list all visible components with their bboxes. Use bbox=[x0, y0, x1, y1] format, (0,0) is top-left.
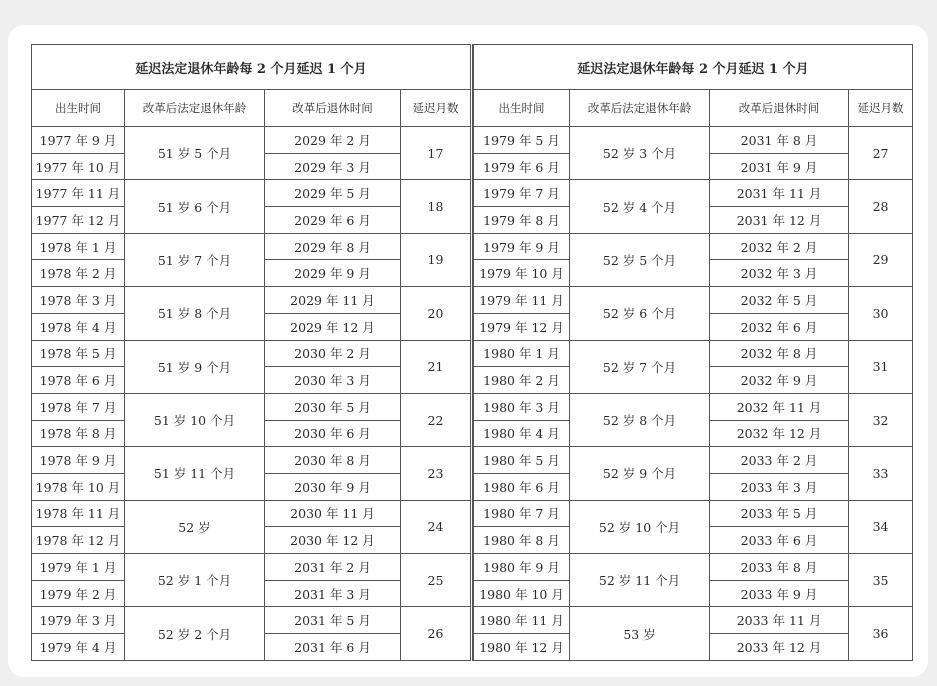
delay-months-cell: 23 bbox=[401, 447, 472, 500]
table-row bbox=[474, 393, 913, 420]
retirement-time-cell: 2030 年 6 月 bbox=[265, 420, 401, 447]
retirement-age-cell: 51 岁 11 个月 bbox=[125, 447, 265, 500]
retirement-time-cell: 2029 年 6 月 bbox=[265, 207, 401, 234]
delay-months-cell: 20 bbox=[401, 287, 472, 340]
birth-cell: 1979 年 6 月 bbox=[474, 153, 570, 180]
delay-months-cell: 19 bbox=[401, 233, 472, 286]
table-row bbox=[32, 180, 472, 207]
retirement-table-left bbox=[31, 44, 473, 661]
header-delay-months: 延迟月数 bbox=[849, 90, 913, 127]
birth-cell: 1978 年 6 月 bbox=[32, 367, 125, 394]
birth-cell: 1978 年 3 月 bbox=[32, 287, 125, 314]
birth-cell: 1980 年 12 月 bbox=[474, 634, 570, 661]
table-row bbox=[32, 287, 472, 314]
retirement-delay-document bbox=[31, 44, 916, 660]
delay-months-cell: 35 bbox=[849, 554, 913, 607]
delay-months-cell: 34 bbox=[849, 500, 913, 553]
retirement-age-cell: 52 岁 5 个月 bbox=[570, 233, 710, 286]
delay-months-cell: 21 bbox=[401, 340, 472, 393]
table-row bbox=[474, 340, 913, 367]
retirement-time-cell: 2032 年 6 月 bbox=[710, 313, 849, 340]
birth-cell: 1978 年 12 月 bbox=[32, 527, 125, 554]
table-row bbox=[32, 500, 472, 527]
table-row bbox=[32, 233, 472, 260]
retirement-age-cell: 52 岁 7 个月 bbox=[570, 340, 710, 393]
header-retirement-age: 改革后法定退休年龄 bbox=[125, 90, 265, 127]
table-row bbox=[32, 127, 472, 154]
birth-cell: 1978 年 2 月 bbox=[32, 260, 125, 287]
header-retirement-time: 改革后退休时间 bbox=[710, 90, 849, 127]
birth-cell: 1980 年 9 月 bbox=[474, 554, 570, 581]
birth-cell: 1979 年 9 月 bbox=[474, 233, 570, 260]
table-row bbox=[32, 447, 472, 474]
delay-months-cell: 30 bbox=[849, 287, 913, 340]
table-row bbox=[32, 393, 472, 420]
retirement-time-cell: 2032 年 11 月 bbox=[710, 393, 849, 420]
retirement-age-cell: 52 岁 2 个月 bbox=[125, 607, 265, 660]
retirement-time-cell: 2033 年 9 月 bbox=[710, 580, 849, 607]
birth-cell: 1979 年 10 月 bbox=[474, 260, 570, 287]
birth-cell: 1980 年 1 月 bbox=[474, 340, 570, 367]
delay-months-cell: 26 bbox=[401, 607, 472, 660]
birth-cell: 1977 年 10 月 bbox=[32, 153, 125, 180]
birth-cell: 1979 年 11 月 bbox=[474, 287, 570, 314]
retirement-time-cell: 2031 年 2 月 bbox=[265, 554, 401, 581]
retirement-time-cell: 2033 年 12 月 bbox=[710, 634, 849, 661]
retirement-time-cell: 2029 年 12 月 bbox=[265, 313, 401, 340]
table-row bbox=[474, 607, 913, 634]
birth-cell: 1980 年 4 月 bbox=[474, 420, 570, 447]
birth-cell: 1980 年 5 月 bbox=[474, 447, 570, 474]
retirement-time-cell: 2032 年 5 月 bbox=[710, 287, 849, 314]
birth-cell: 1980 年 11 月 bbox=[474, 607, 570, 634]
table-row bbox=[474, 287, 913, 314]
birth-cell: 1980 年 8 月 bbox=[474, 527, 570, 554]
retirement-time-cell: 2029 年 11 月 bbox=[265, 287, 401, 314]
birth-cell: 1979 年 7 月 bbox=[474, 180, 570, 207]
retirement-age-cell: 52 岁 bbox=[125, 500, 265, 553]
retirement-time-cell: 2033 年 2 月 bbox=[710, 447, 849, 474]
delay-months-cell: 36 bbox=[849, 607, 913, 660]
birth-cell: 1980 年 3 月 bbox=[474, 393, 570, 420]
delay-months-cell: 17 bbox=[401, 127, 472, 180]
retirement-time-cell: 2031 年 11 月 bbox=[710, 180, 849, 207]
retirement-time-cell: 2029 年 9 月 bbox=[265, 260, 401, 287]
table-title: 延迟法定退休年龄每 2 个月延迟 1 个月 bbox=[32, 45, 472, 90]
header-retirement-time: 改革后退休时间 bbox=[265, 90, 401, 127]
birth-cell: 1978 年 1 月 bbox=[32, 233, 125, 260]
delay-months-cell: 29 bbox=[849, 233, 913, 286]
retirement-age-cell: 51 岁 8 个月 bbox=[125, 287, 265, 340]
birth-cell: 1979 年 4 月 bbox=[32, 634, 125, 661]
retirement-time-cell: 2032 年 9 月 bbox=[710, 367, 849, 394]
birth-cell: 1978 年 10 月 bbox=[32, 473, 125, 500]
birth-cell: 1978 年 4 月 bbox=[32, 313, 125, 340]
retirement-time-cell: 2032 年 8 月 bbox=[710, 340, 849, 367]
retirement-time-cell: 2033 年 8 月 bbox=[710, 554, 849, 581]
birth-cell: 1980 年 10 月 bbox=[474, 580, 570, 607]
retirement-time-cell: 2030 年 8 月 bbox=[265, 447, 401, 474]
table-row bbox=[474, 127, 913, 154]
retirement-time-cell: 2031 年 12 月 bbox=[710, 207, 849, 234]
delay-months-cell: 24 bbox=[401, 500, 472, 553]
retirement-age-cell: 51 岁 10 个月 bbox=[125, 393, 265, 446]
birth-cell: 1978 年 11 月 bbox=[32, 500, 125, 527]
table-row bbox=[474, 447, 913, 474]
header-delay-months: 延迟月数 bbox=[401, 90, 472, 127]
retirement-age-cell: 51 岁 5 个月 bbox=[125, 127, 265, 180]
birth-cell: 1978 年 8 月 bbox=[32, 420, 125, 447]
retirement-time-cell: 2032 年 12 月 bbox=[710, 420, 849, 447]
table-row bbox=[32, 554, 472, 581]
header-retirement-age: 改革后法定退休年龄 bbox=[570, 90, 710, 127]
retirement-time-cell: 2033 年 3 月 bbox=[710, 473, 849, 500]
table-row bbox=[474, 233, 913, 260]
retirement-age-cell: 53 岁 bbox=[570, 607, 710, 660]
birth-cell: 1979 年 3 月 bbox=[32, 607, 125, 634]
delay-months-cell: 33 bbox=[849, 447, 913, 500]
delay-months-cell: 32 bbox=[849, 393, 913, 446]
table-row bbox=[474, 554, 913, 581]
retirement-age-cell: 52 岁 4 个月 bbox=[570, 180, 710, 233]
delay-months-cell: 18 bbox=[401, 180, 472, 233]
header-birth-time: 出生时间 bbox=[474, 90, 570, 127]
birth-cell: 1977 年 9 月 bbox=[32, 127, 125, 154]
retirement-time-cell: 2031 年 5 月 bbox=[265, 607, 401, 634]
retirement-age-cell: 52 岁 9 个月 bbox=[570, 447, 710, 500]
retirement-time-cell: 2031 年 8 月 bbox=[710, 127, 849, 154]
retirement-time-cell: 2031 年 9 月 bbox=[710, 153, 849, 180]
retirement-time-cell: 2030 年 2 月 bbox=[265, 340, 401, 367]
retirement-age-cell: 52 岁 8 个月 bbox=[570, 393, 710, 446]
birth-cell: 1978 年 9 月 bbox=[32, 447, 125, 474]
table-title: 延迟法定退休年龄每 2 个月延迟 1 个月 bbox=[474, 45, 913, 90]
retirement-time-cell: 2033 年 6 月 bbox=[710, 527, 849, 554]
delay-months-cell: 31 bbox=[849, 340, 913, 393]
retirement-time-cell: 2029 年 8 月 bbox=[265, 233, 401, 260]
retirement-time-cell: 2033 年 5 月 bbox=[710, 500, 849, 527]
birth-cell: 1979 年 1 月 bbox=[32, 554, 125, 581]
retirement-age-cell: 52 岁 6 个月 bbox=[570, 287, 710, 340]
retirement-time-cell: 2029 年 2 月 bbox=[265, 127, 401, 154]
birth-cell: 1979 年 12 月 bbox=[474, 313, 570, 340]
retirement-time-cell: 2032 年 2 月 bbox=[710, 233, 849, 260]
birth-cell: 1979 年 2 月 bbox=[32, 580, 125, 607]
retirement-time-cell: 2030 年 3 月 bbox=[265, 367, 401, 394]
retirement-table-right bbox=[473, 44, 913, 661]
retirement-time-cell: 2030 年 9 月 bbox=[265, 473, 401, 500]
birth-cell: 1979 年 8 月 bbox=[474, 207, 570, 234]
retirement-time-cell: 2033 年 11 月 bbox=[710, 607, 849, 634]
birth-cell: 1977 年 12 月 bbox=[32, 207, 125, 234]
retirement-age-cell: 52 岁 1 个月 bbox=[125, 554, 265, 607]
birth-cell: 1978 年 5 月 bbox=[32, 340, 125, 367]
retirement-time-cell: 2031 年 3 月 bbox=[265, 580, 401, 607]
retirement-age-cell: 52 岁 10 个月 bbox=[570, 500, 710, 553]
table-row bbox=[474, 500, 913, 527]
retirement-time-cell: 2030 年 11 月 bbox=[265, 500, 401, 527]
delay-months-cell: 25 bbox=[401, 554, 472, 607]
retirement-time-cell: 2029 年 3 月 bbox=[265, 153, 401, 180]
retirement-time-cell: 2031 年 6 月 bbox=[265, 634, 401, 661]
retirement-time-cell: 2030 年 5 月 bbox=[265, 393, 401, 420]
birth-cell: 1977 年 11 月 bbox=[32, 180, 125, 207]
table-row bbox=[32, 607, 472, 634]
delay-months-cell: 22 bbox=[401, 393, 472, 446]
delay-months-cell: 28 bbox=[849, 180, 913, 233]
retirement-age-cell: 52 岁 11 个月 bbox=[570, 554, 710, 607]
retirement-time-cell: 2029 年 5 月 bbox=[265, 180, 401, 207]
header-birth-time: 出生时间 bbox=[32, 90, 125, 127]
retirement-time-cell: 2030 年 12 月 bbox=[265, 527, 401, 554]
retirement-age-cell: 52 岁 3 个月 bbox=[570, 127, 710, 180]
retirement-age-cell: 51 岁 7 个月 bbox=[125, 233, 265, 286]
birth-cell: 1980 年 2 月 bbox=[474, 367, 570, 394]
table-row bbox=[32, 340, 472, 367]
birth-cell: 1979 年 5 月 bbox=[474, 127, 570, 154]
delay-months-cell: 27 bbox=[849, 127, 913, 180]
retirement-age-cell: 51 岁 9 个月 bbox=[125, 340, 265, 393]
birth-cell: 1978 年 7 月 bbox=[32, 393, 125, 420]
retirement-age-cell: 51 岁 6 个月 bbox=[125, 180, 265, 233]
retirement-time-cell: 2032 年 3 月 bbox=[710, 260, 849, 287]
birth-cell: 1980 年 6 月 bbox=[474, 473, 570, 500]
birth-cell: 1980 年 7 月 bbox=[474, 500, 570, 527]
table-row bbox=[474, 180, 913, 207]
